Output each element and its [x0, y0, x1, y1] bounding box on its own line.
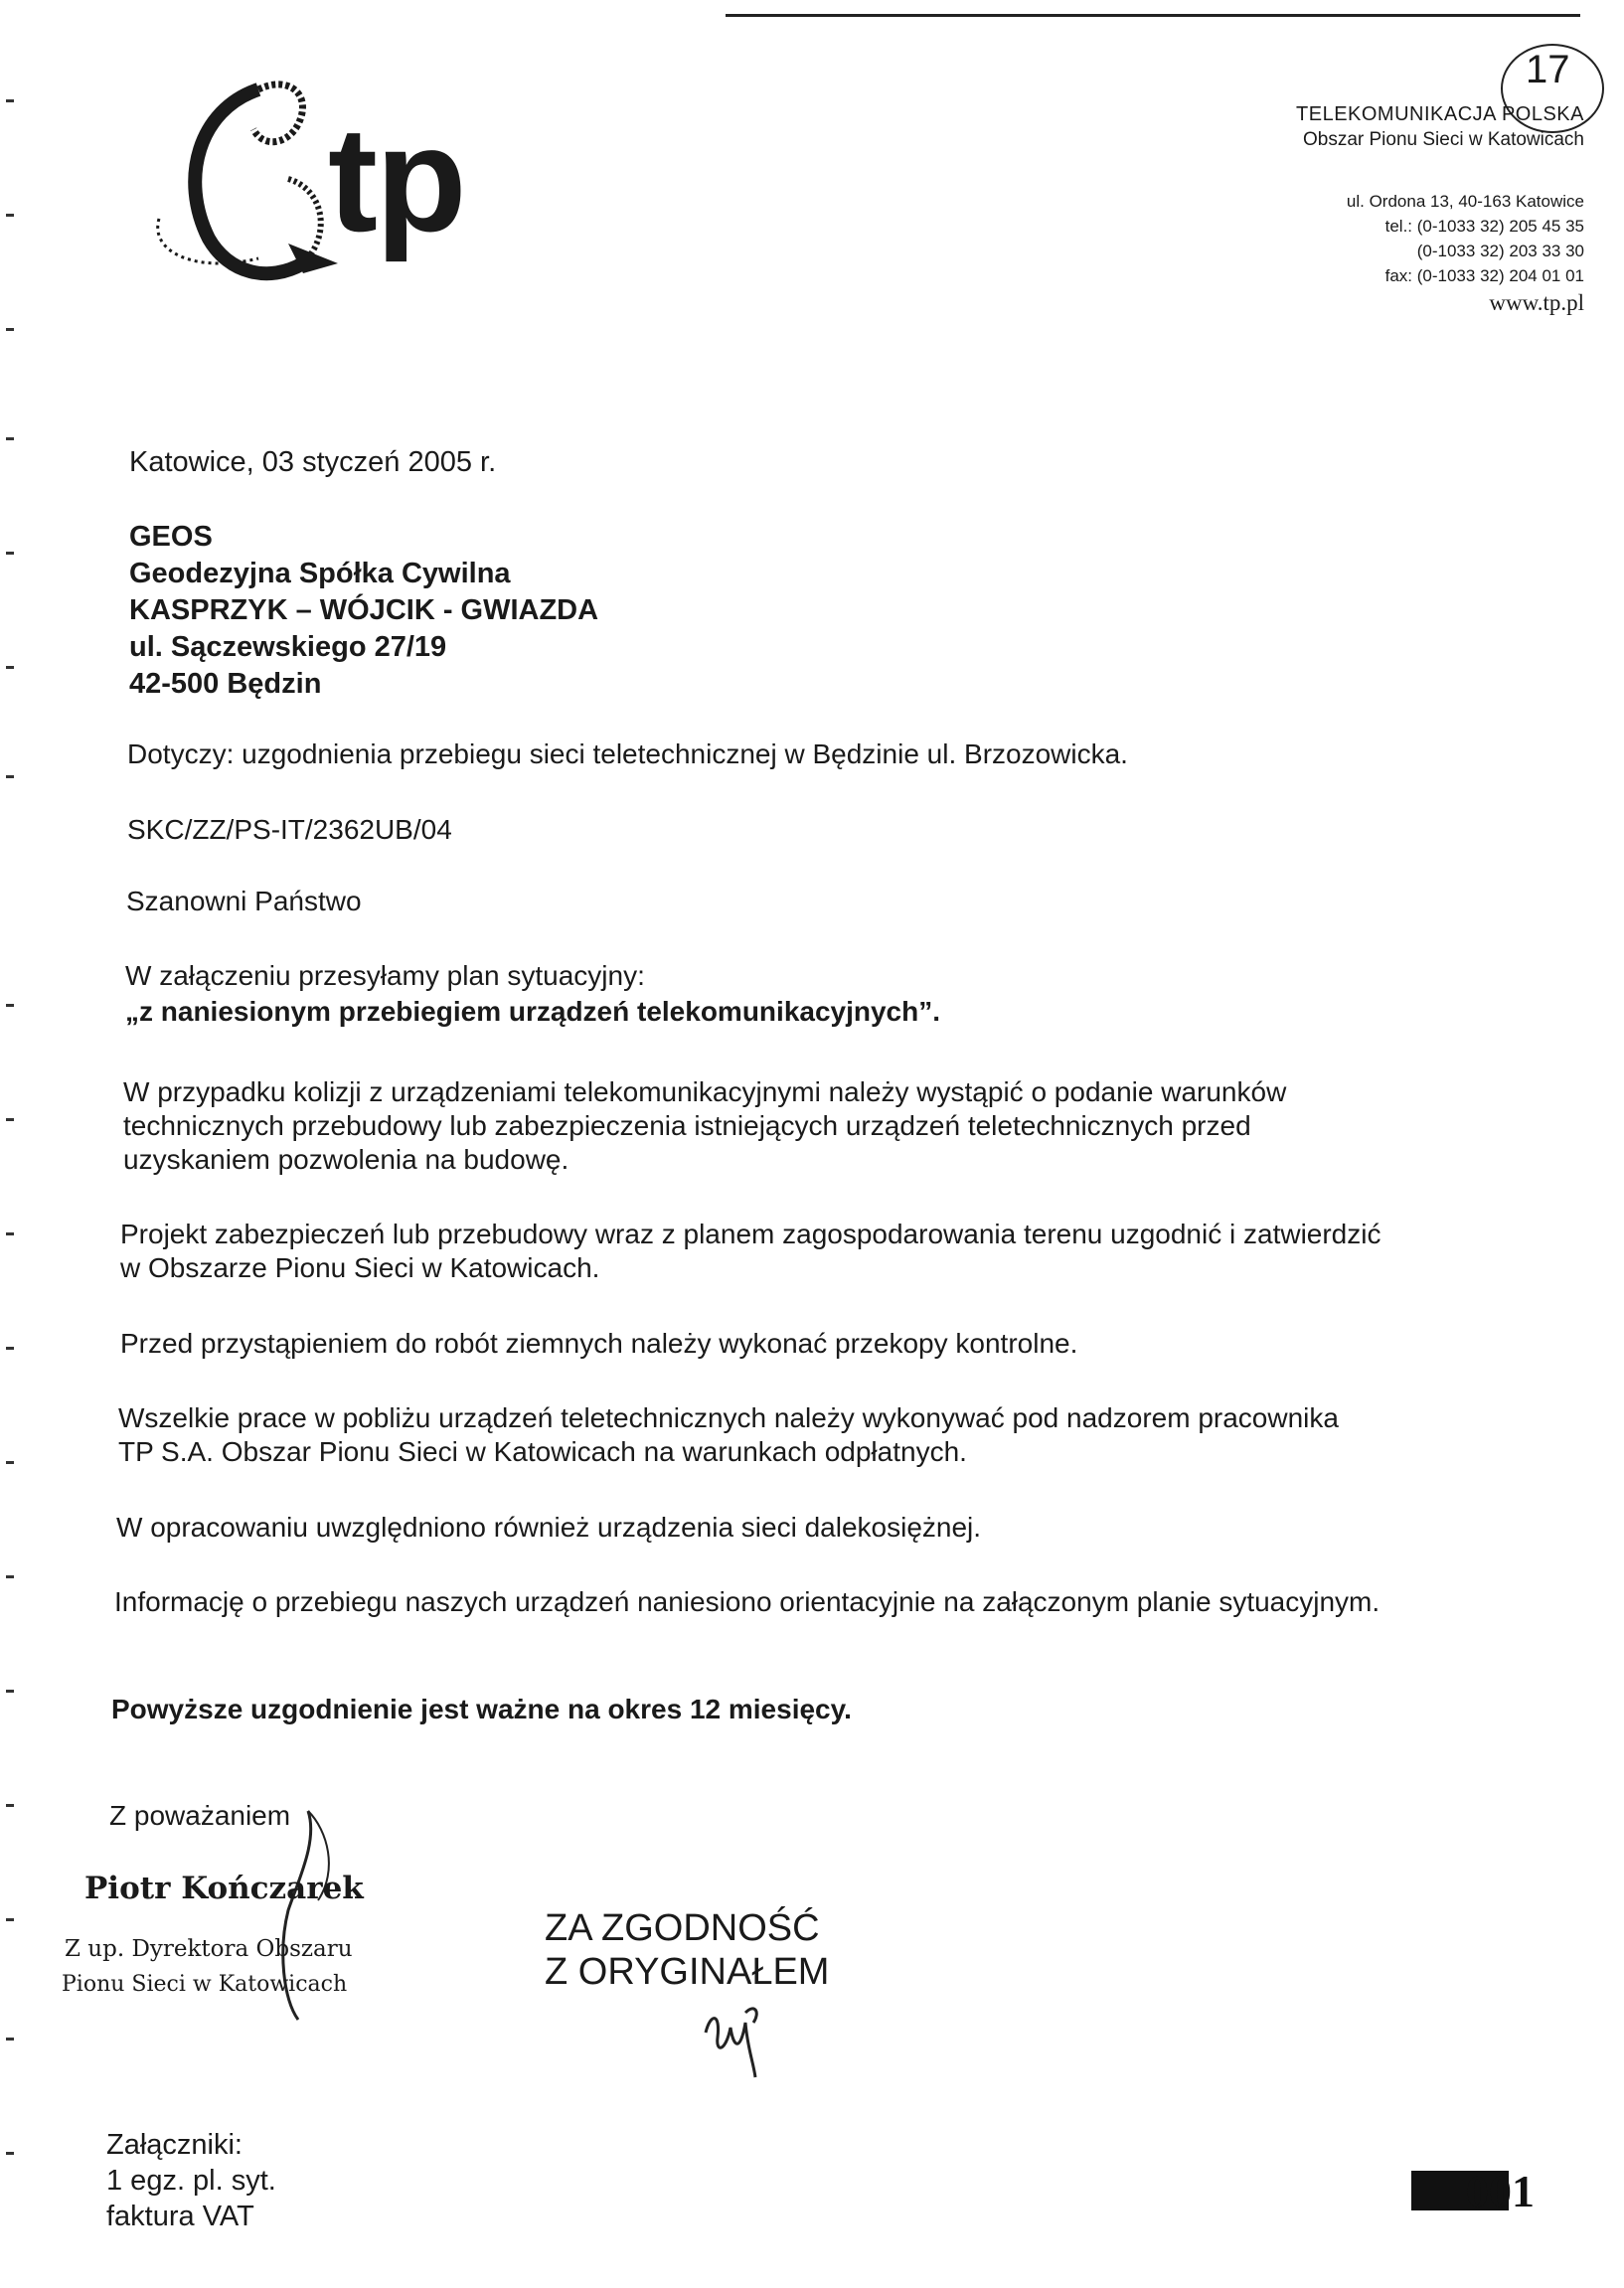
paragraph-1-line-2: „z naniesionym przebiegiem urządzeń telekomunikacyjnych”. [125, 996, 941, 1027]
logo-text: tp [328, 95, 465, 262]
attachments-label: Załączniki: [106, 2129, 243, 2161]
margin-mark [6, 552, 14, 555]
paragraph-4: Przed przystąpieniem do robót ziemnych należy wykonać przekopy kontrolne. [120, 1328, 1078, 1359]
company-tel2: (0-1033 32) 203 33 30 [1416, 242, 1584, 260]
letter-salutation: Szanowni Państwo [126, 886, 362, 916]
margin-mark [6, 775, 14, 778]
paragraph-5: Wszelkie prace w pobliżu urządzeń teletechnicznych należy wykonywać pod nadzorem pracownika TP S.A. Obszar Pionu Sieci w Katowicach na warunkach odpłatnych. [118, 1402, 1339, 1467]
margin-mark [6, 1461, 14, 1464]
margin-mark [6, 1575, 14, 1578]
recipient-line: 42-500 Będzin [129, 668, 322, 700]
letter-closing: Z poważaniem [109, 1800, 291, 1831]
paragraph-8: Powyższe uzgodnienie jest ważne na okres 12 miesięcy. [111, 1694, 852, 1724]
recipient-line: GEOS [129, 521, 213, 553]
attachments-block [106, 2127, 276, 2234]
signatory-name: Piotr Kończarek [84, 1871, 364, 1906]
company-block [1296, 102, 1584, 315]
recipient-line: KASPRZYK – WÓJCIK - GWIAZDA [129, 594, 599, 626]
margin-mark [6, 214, 14, 217]
margin-mark [6, 1004, 14, 1007]
letter-date: Katowice, 03 styczeń 2005 r. [129, 446, 497, 478]
paragraph-7: Informację o przebiegu naszych urządzeń naniesiono orientacyjnie na załączonym planie sytuacyjnym. [114, 1586, 1380, 1617]
company-fax: fax: (0-1033 32) 204 01 01 [1384, 266, 1584, 285]
company-address: ul. Ordona 13, 40-163 Katowice [1346, 192, 1584, 211]
page-number: 17 [1526, 48, 1570, 91]
margin-mark [6, 1347, 14, 1350]
company-tel1: tel.: (0-1033 32) 205 45 35 [1384, 217, 1584, 236]
margin-mark [6, 1118, 14, 1121]
company-website: www.tp.pl [1489, 290, 1584, 315]
attachment-item: 1 egz. pl. syt. [106, 2165, 276, 2197]
paragraph-6: W opracowaniu uwzględniono również urządzenia sieci dalekosiężnej. [116, 1512, 982, 1543]
signatory-title-1: Z up. Dyrektora Obszaru [65, 1936, 353, 1962]
header-scan-line [726, 14, 1580, 17]
margin-mark [6, 2152, 14, 2155]
company-division: Obszar Pionu Sieci w Katowicach [1302, 129, 1584, 150]
margin-mark [6, 99, 14, 102]
margin-mark [6, 1918, 14, 1921]
document-number-text: 001 [1466, 2166, 1535, 2216]
margin-mark [6, 1804, 14, 1807]
recipient-line: ul. Sączewskiego 27/19 [129, 631, 447, 663]
paragraph-2: W przypadku kolizji z urządzeniami telekomunikacyjnymi należy wystąpić o podanie warunków technicznych przebudowy lub zabezpieczenia istniejących urządzeń teletechnicznych przed uzyskaniem pozwolenia na budowę. [123, 1076, 1287, 1175]
document-number [1411, 2165, 1535, 2220]
margin-mark [6, 2038, 14, 2041]
margin-mark [6, 1690, 14, 1693]
stamp-line-1: ZA ZGODNOŚĆ [545, 1907, 820, 1949]
certification-stamp [545, 1906, 829, 1994]
letter-reference: SKC/ZZ/PS-IT/2362UB/04 [127, 814, 452, 845]
margin-mark [6, 437, 14, 440]
paragraph-1-line-1: W załączeniu przesyłamy plan sytuacyjny: [125, 960, 645, 991]
attachment-item: faktura VAT [106, 2201, 254, 2232]
margin-mark [6, 328, 14, 331]
signatory-title-2: Pionu Sieci w Katowicach [62, 1972, 348, 1997]
recipient-block [129, 519, 1421, 703]
paragraph-3: Projekt zabezpieczeń lub przebudowy wraz z planem zagospodarowania terenu uzgodnić i zatwierdzić w Obszarze Pionu Sieci w Katowicach. [120, 1219, 1381, 1283]
stamp-initials-signature [696, 1993, 785, 2082]
margin-mark [6, 1232, 14, 1235]
letter-subject: Dotyczy: uzgodnienia przebiegu sieci teletechnicznej w Będzinie ul. Brzozowicka. [127, 738, 1128, 769]
stamp-line-2: Z ORYGINAŁEM [545, 1951, 830, 1993]
company-name: TELEKOMUNIKACJA POLSKA [1296, 103, 1584, 125]
margin-mark [6, 666, 14, 669]
recipient-line: Geodezyjna Spółka Cywilna [129, 558, 511, 589]
